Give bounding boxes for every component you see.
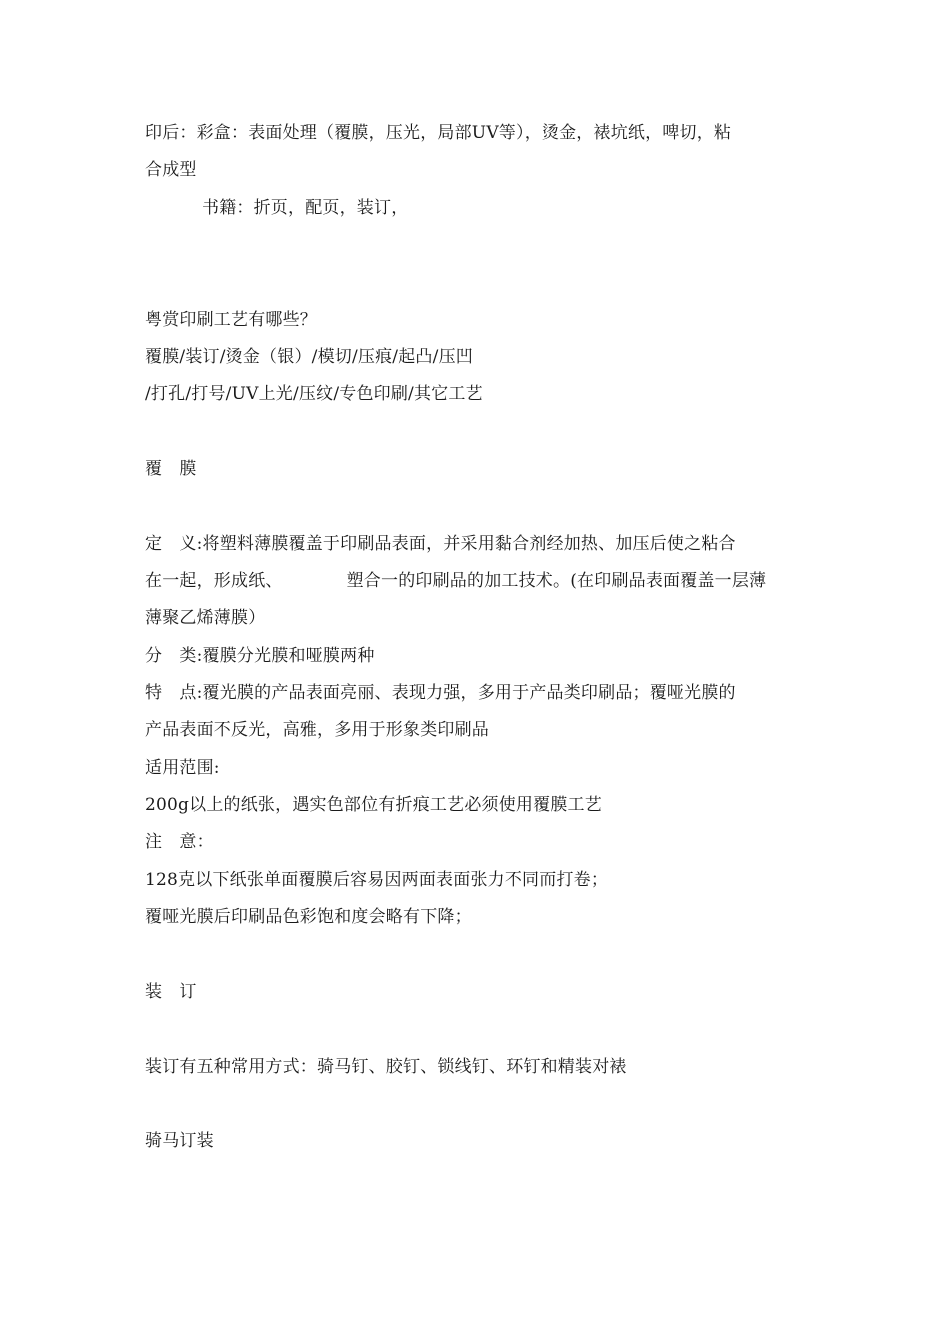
binding-methods: 装订有五种常用方式：骑马钉、胶钉、锁线钉、环钉和精装对裱 (145, 1057, 627, 1077)
crafts-line-2: /打孔/打号/UV上光/压纹/专色印刷/其它工艺 (145, 384, 483, 404)
postpress-line-2: 合成型 (145, 160, 197, 180)
heading-lamination: 覆 膜 (145, 459, 197, 479)
definition-line-2 (145, 570, 766, 592)
feature-line-2: 产品表面不反光，高雅，多用于形象类印刷品 (145, 720, 489, 740)
books-line: 书籍：折页，配页，装订， (202, 198, 409, 218)
definition-line-2-part-b: 塑合一的印刷品的加工技术。(在印刷品表面覆盖一层薄 (346, 571, 767, 591)
heading-saddle-stitch: 骑马订装 (145, 1131, 214, 1151)
scope-label: 适用范围: (145, 758, 220, 778)
note-line-1: 128克以下纸张单面覆膜后容易因两面表面张力不同而打卷； (145, 870, 609, 890)
heading-binding: 装 订 (145, 982, 197, 1002)
category-line: 分 类:覆膜分光膜和哑膜两种 (145, 646, 375, 666)
definition-line-2-part-a: 在一起，形成纸、 (145, 571, 283, 591)
postpress-line-1: 印后：彩盒：表面处理（覆膜，压光，局部UV等），烫金，裱坑纸，啤切，粘 (145, 123, 732, 143)
definition-line-1: 定 义:将塑料薄膜覆盖于印刷品表面，并采用黏合剂经加热、加压后使之粘合 (145, 534, 736, 554)
question-line: 粤赏印刷工艺有哪些？ (145, 310, 317, 330)
crafts-line-1: 覆膜/装订/烫金（银）/模切/压痕/起凸/压凹 (145, 347, 473, 367)
definition-line-3: 薄聚乙烯薄膜） (145, 608, 266, 628)
note-line-2: 覆哑光膜后印刷品色彩饱和度会略有下降； (145, 907, 472, 927)
note-label: 注 意： (145, 832, 214, 852)
scope-text: 200g以上的纸张，遇实色部位有折痕工艺必须使用覆膜工艺 (145, 795, 602, 815)
feature-line-1: 特 点:覆光膜的产品表面亮丽、表现力强，多用于产品类印刷品；覆哑光膜的 (145, 683, 736, 703)
